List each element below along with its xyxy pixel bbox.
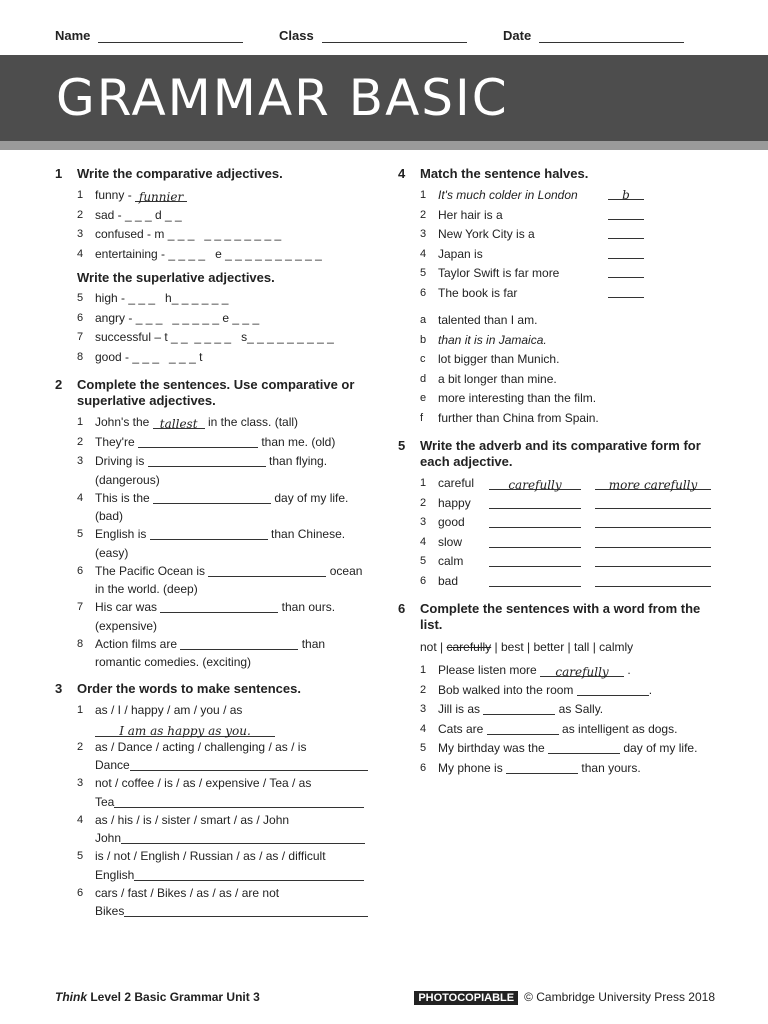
item-number: 1: [77, 704, 84, 716]
item-number: 4: [77, 813, 84, 826]
adjective: careful: [438, 476, 475, 490]
exercise-instruction: Complete the sentences. Use comparative or superlative adjectives.: [77, 377, 355, 408]
letter-hint[interactable]: _ _ _ _ _ _ t: [132, 349, 203, 364]
option-text: talented than I am.: [438, 313, 538, 327]
class-label: Class: [279, 28, 314, 43]
item-number: 6: [77, 886, 84, 899]
page-footer: [55, 990, 715, 1004]
item-number: 4: [420, 722, 427, 735]
name-line[interactable]: [98, 28, 243, 43]
exercise-header: [398, 601, 718, 633]
answer-blank[interactable]: [548, 740, 620, 754]
date-label: Date: [503, 28, 532, 43]
exercise-item: [55, 245, 375, 265]
sentence-start: His car was: [95, 600, 161, 614]
exercise-4: [398, 166, 718, 428]
sentence-start: Cats are: [438, 721, 487, 736]
item-number: 2: [420, 683, 427, 696]
word-option: not: [420, 640, 437, 654]
match-option: [398, 409, 718, 429]
item-number: 3: [77, 777, 84, 789]
student-info-row: [55, 28, 695, 48]
answer-blank[interactable]: tallest: [153, 415, 205, 429]
answer-blank[interactable]: carefully: [540, 663, 624, 677]
item-number: 4: [420, 535, 427, 548]
exercise-item: [55, 452, 375, 489]
adverb-row: [398, 474, 718, 494]
sentence-start: English: [95, 867, 135, 882]
exercise-item: [398, 661, 718, 681]
item-number: 5: [77, 292, 84, 304]
letter-hint[interactable]: m _ _ _ _ _ _ _ _ _ _ _: [154, 227, 282, 241]
exercise-number: 2: [55, 377, 63, 392]
adverb-row: [398, 552, 718, 572]
item-prompt: sad -: [95, 207, 126, 222]
item-number: 5: [77, 528, 84, 540]
answer-line[interactable]: [121, 830, 365, 844]
exercise-item: [398, 720, 718, 740]
answer-line[interactable]: [134, 867, 364, 881]
adverb-row: [398, 494, 718, 514]
sentence-start: My birthday was the: [438, 741, 549, 755]
item-prompt: good -: [95, 349, 133, 364]
exercise-item: [55, 206, 375, 226]
sentence-start: Tea: [95, 794, 115, 809]
answer-blank[interactable]: [150, 526, 268, 540]
letter-hint[interactable]: _ _ _ _ e _ _ _ _ _ _ _ _ _ _: [168, 246, 322, 261]
sub-instruction: Write the superlative adjectives.: [77, 270, 275, 285]
match-option: [398, 311, 718, 331]
answer-blank[interactable]: [577, 682, 649, 696]
sentence-half: Taylor Swift is far more: [438, 266, 560, 280]
adjective: happy: [438, 495, 471, 510]
answer-blank[interactable]: [483, 701, 555, 715]
exercise-item: [55, 328, 375, 348]
item-number: 5: [420, 267, 427, 279]
match-blank[interactable]: [608, 206, 644, 220]
footer-brand: Think: [55, 990, 87, 1004]
exercise-item: [55, 289, 375, 309]
sentence-end: than ours.: [278, 600, 336, 614]
item-number: 7: [77, 601, 84, 613]
answer-line[interactable]: [124, 903, 368, 917]
item-number: 2: [77, 435, 84, 448]
answer-line[interactable]: I am as happy as you.: [95, 723, 275, 737]
letter-hint[interactable]: _ _ _ h_ _ _ _ _ _: [128, 291, 229, 305]
comparative-blank[interactable]: [595, 573, 711, 587]
match-item: [398, 284, 718, 304]
word-list: [420, 637, 718, 657]
answer-blank[interactable]: [208, 563, 326, 577]
adverb-blank[interactable]: carefully: [489, 476, 581, 490]
sentence-start: English is: [95, 527, 150, 541]
item-number: 2: [420, 496, 427, 509]
sentence-half: Her hair is a: [438, 207, 503, 222]
exercise-item: [55, 186, 375, 206]
item-prompt: entertaining -: [95, 246, 169, 261]
sentence-start: Bob walked into the room: [438, 682, 577, 697]
adjective: slow: [438, 534, 463, 549]
word-jumble: cars / fast / Bikes / as / as / are not: [95, 885, 280, 900]
exercise-header: [398, 438, 718, 470]
sentence-half: New York City is a: [438, 227, 535, 241]
letter-hint[interactable]: _ _ _ _ _ _ _ _ e _ _ _: [135, 310, 260, 325]
banner-divider: [0, 141, 768, 150]
adverb-row: [398, 513, 718, 533]
exercise-instruction: Write the comparative adjectives.: [77, 166, 283, 181]
item-number: 5: [420, 555, 427, 567]
item-number: 5: [420, 742, 427, 754]
footer-copyright-block: [414, 990, 715, 1004]
photocopiable-badge: PHOTOCOPIABLE: [414, 991, 518, 1005]
sentence-start: This is the: [95, 490, 154, 505]
word-separator: |: [592, 640, 596, 654]
option-letter: a: [420, 314, 427, 326]
answer-line[interactable]: [114, 794, 364, 808]
item-number: 2: [420, 208, 427, 221]
answer-blank[interactable]: [148, 453, 266, 467]
match-item: [398, 245, 718, 265]
answer-blank[interactable]: [180, 636, 298, 650]
sentence-continuation: romantic comedies. (exciting): [95, 655, 252, 669]
option-letter: c: [420, 353, 426, 365]
sentence-end: day of my life.: [271, 490, 349, 505]
item-number: 6: [420, 286, 427, 299]
exercise-item: [55, 701, 375, 738]
exercise-item: [55, 433, 375, 453]
word-option-used: carefully: [446, 640, 492, 654]
item-number: 7: [77, 331, 84, 343]
sentence-end: day of my life.: [620, 741, 698, 755]
match-blank[interactable]: [608, 245, 644, 259]
exercise-item: [55, 525, 375, 562]
option-letter: d: [420, 372, 427, 385]
title-banner: [0, 55, 768, 141]
option-letter: e: [420, 392, 427, 404]
item-number: 1: [420, 664, 427, 676]
answer-blank[interactable]: [138, 434, 258, 448]
class-field[interactable]: [279, 28, 467, 43]
sentence-start: Action films are: [95, 636, 181, 651]
date-field[interactable]: [503, 28, 684, 43]
item-prompt: successful –: [95, 330, 165, 344]
match-item: [398, 206, 718, 226]
exercise-item: [55, 225, 375, 245]
option-letter: f: [420, 411, 424, 424]
item-number: 4: [420, 247, 427, 260]
item-number: 3: [420, 228, 427, 240]
option-text: more interesting than the film.: [438, 391, 597, 405]
answer-blank[interactable]: [160, 599, 278, 613]
right-column: [398, 166, 718, 788]
exercise-number: 5: [398, 438, 406, 453]
word-jumble: not / coffee / is / as / expensive / Tea / as: [95, 776, 312, 790]
item-number: 3: [420, 516, 427, 528]
exercise-item: [55, 774, 375, 811]
word-separator: |: [567, 640, 571, 654]
item-number: 2: [77, 208, 84, 221]
match-blank[interactable]: [608, 284, 644, 298]
date-line[interactable]: [539, 28, 684, 43]
page-title: GRAMMAR BASIC: [56, 69, 509, 127]
sentence-end: as Sally.: [555, 702, 604, 716]
word-jumble: as / Dance / acting / challenging / as / is: [95, 739, 307, 754]
option-text: a bit longer than mine.: [438, 371, 557, 386]
option-text: further than China from Spain.: [438, 410, 599, 425]
match-option: [398, 350, 718, 370]
item-number: 6: [77, 311, 84, 324]
item-number: 3: [77, 455, 84, 467]
letter-hint[interactable]: t _ _ _ _ _ _ s_ _ _ _ _ _ _ _ _: [164, 330, 334, 344]
exercise-item: [55, 348, 375, 368]
item-prompt: angry -: [95, 310, 136, 325]
sentence-continuation: in the world. (deep): [95, 582, 198, 596]
item-number: 4: [77, 491, 84, 504]
exercise-header: [398, 166, 718, 182]
exercise-item: [55, 413, 375, 433]
adverb-row: [398, 533, 718, 553]
exercise-number: 6: [398, 601, 406, 616]
item-number: 4: [77, 247, 84, 260]
sentence-start: Bikes: [95, 904, 125, 918]
exercise-header: [55, 681, 375, 697]
word-option: tall: [574, 640, 590, 654]
exercise-item: [55, 811, 375, 848]
word-option: best: [501, 640, 524, 654]
answer-blank[interactable]: [153, 490, 271, 504]
adjective: good: [438, 515, 465, 529]
item-prompt: high -: [95, 291, 129, 305]
exercise-2: [55, 377, 375, 671]
word-option: calmly: [599, 640, 634, 654]
word-separator: |: [527, 640, 531, 654]
item-number: 3: [77, 228, 84, 240]
sentence-end: .: [624, 663, 631, 677]
exercise-header: [55, 377, 375, 409]
answer-blank[interactable]: [506, 760, 578, 774]
exercise-6: [398, 601, 718, 778]
sentence-start: John: [95, 831, 122, 845]
sentence-continuation: (dangerous): [95, 472, 160, 487]
exercise-item: [55, 884, 375, 921]
name-field[interactable]: [55, 28, 243, 43]
adverb-row: [398, 572, 718, 592]
word-option: better: [533, 640, 565, 654]
sentence-end: as intelligent as dogs.: [558, 721, 678, 736]
item-number: 8: [77, 350, 84, 363]
name-label: Name: [55, 28, 91, 43]
copyright-text: © Cambridge University Press 2018: [524, 990, 715, 1004]
comparative-blank[interactable]: [595, 495, 711, 509]
exercise-header: [55, 166, 375, 182]
answer-blank[interactable]: [487, 721, 559, 735]
adverb-blank[interactable]: [489, 573, 581, 587]
item-number: 6: [77, 564, 84, 577]
option-text: than it is in Jamaica.: [438, 332, 547, 347]
exercise-item: [55, 738, 375, 775]
sentence-half: Japan is: [438, 246, 483, 261]
exercise-3: [55, 681, 375, 920]
comparative-blank[interactable]: more carefully: [595, 476, 711, 490]
exercise-item: [398, 759, 718, 779]
adverb-blank[interactable]: [489, 553, 581, 567]
adverb-blank[interactable]: [489, 514, 581, 528]
match-blank[interactable]: b: [608, 186, 644, 200]
item-prompt: confused -: [95, 227, 155, 241]
item-number: 1: [420, 477, 427, 489]
sentence-continuation: (bad): [95, 509, 124, 523]
item-number: 6: [420, 761, 427, 774]
exercise-instruction: Order the words to make sentences.: [77, 681, 301, 696]
class-line[interactable]: [322, 28, 467, 43]
sentence-start: My phone is: [438, 760, 507, 775]
exercise-number: 3: [55, 681, 63, 696]
comparative-blank[interactable]: [595, 553, 711, 567]
item-number: 2: [77, 740, 84, 753]
letter-hint[interactable]: _ _ _ d _ _: [125, 207, 182, 222]
match-item: [398, 186, 718, 206]
sentence-end: .: [648, 682, 653, 697]
sentence-start: Please listen more: [438, 663, 541, 677]
sentence-end: than me. (old): [257, 434, 336, 449]
exercise-instruction: Match the sentence halves.: [420, 166, 589, 181]
exercise-5: [398, 438, 718, 591]
match-item: [398, 264, 718, 284]
adverb-blank[interactable]: [489, 495, 581, 509]
sentence-half: It's much colder in London: [438, 188, 578, 202]
answer-blank[interactable]: funnier: [135, 188, 187, 202]
option-text: lot bigger than Munich.: [438, 352, 560, 366]
exercise-item: [55, 489, 375, 526]
exercise-item: [398, 700, 718, 720]
sentence-end: in the class. (tall): [204, 415, 299, 429]
exercise-1: [55, 166, 375, 367]
sentence-end: than flying.: [265, 454, 328, 468]
sentence-start: Jill is as: [438, 702, 484, 716]
item-number: 3: [420, 703, 427, 715]
match-item: [398, 225, 718, 245]
item-number: 6: [420, 574, 427, 587]
sentence-half: The book is far: [438, 285, 518, 300]
sentence-start: John's the: [95, 415, 153, 429]
sentence-end: than Chinese.: [267, 527, 346, 541]
exercise-item: [55, 635, 375, 672]
item-number: 1: [77, 189, 84, 201]
sentence-start: Dance: [95, 758, 130, 772]
match-option: [398, 331, 718, 351]
option-letter: b: [420, 333, 427, 346]
match-blank[interactable]: [608, 225, 644, 239]
sentence-continuation: (easy): [95, 545, 129, 560]
item-number: 1: [77, 416, 84, 428]
match-option: [398, 389, 718, 409]
match-option: [398, 370, 718, 390]
item-number: 1: [420, 189, 427, 201]
comparative-blank[interactable]: [595, 534, 711, 548]
word-separator: |: [494, 640, 498, 654]
sentence-start: They're: [95, 434, 138, 449]
adjective: bad: [438, 573, 459, 588]
exercise-item: [398, 739, 718, 759]
item-number: 8: [77, 637, 84, 650]
left-column: [55, 166, 375, 930]
adjective: calm: [438, 554, 464, 568]
exercise-number: 4: [398, 166, 406, 181]
exercise-item: [55, 309, 375, 329]
sentence-start: Driving is: [95, 454, 148, 468]
sentence-continuation: (expensive): [95, 618, 158, 633]
exercise-instruction: Complete the sentences with a word from the list.: [420, 601, 701, 632]
sentence-end: than yours.: [578, 760, 641, 775]
match-blank[interactable]: [608, 264, 644, 278]
exercise-instruction: Write the adverb and its comparative form for each adjective.: [420, 438, 701, 469]
word-jumble: as / his / is / sister / smart / as / John: [95, 812, 290, 827]
exercise-item: [55, 562, 375, 599]
exercise-number: 1: [55, 166, 63, 181]
word-jumble: as / I / happy / am / you / as: [95, 703, 243, 717]
answer-line[interactable]: [130, 757, 368, 771]
sentence-end: than: [298, 636, 326, 651]
footer-unit: Level 2 Basic Grammar Unit 3: [87, 990, 260, 1004]
item-prompt: funny -: [95, 188, 136, 202]
comparative-blank[interactable]: [595, 514, 711, 528]
word-jumble: is / not / English / Russian / as / as / difficult: [95, 849, 326, 863]
sentence-end: ocean: [326, 563, 363, 578]
adverb-blank[interactable]: [489, 534, 581, 548]
exercise-item: [55, 847, 375, 884]
item-number: 5: [77, 850, 84, 862]
exercise-item: [55, 598, 375, 635]
word-separator: |: [440, 640, 444, 654]
exercise-item: [398, 681, 718, 701]
sentence-start: The Pacific Ocean is: [95, 563, 209, 578]
